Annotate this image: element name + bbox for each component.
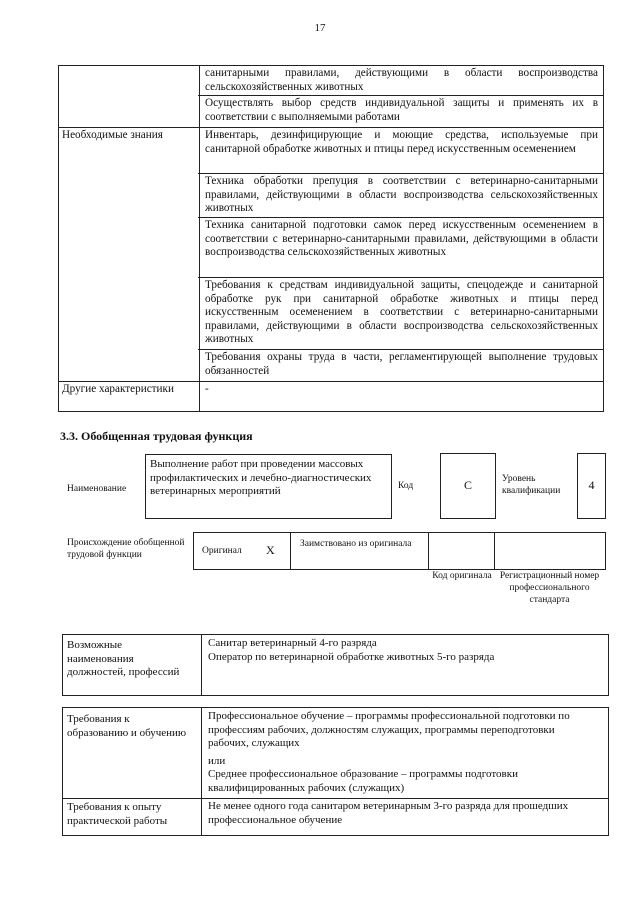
table-row-label: Необходимые знания [62,129,163,141]
row-divider [58,411,604,412]
row-divider [63,798,608,799]
knowledge-table [58,65,604,411]
code-label: Код [398,481,414,491]
requirements-table [62,707,609,836]
origin-divider [494,533,495,569]
table-cell-text: санитарными правилами, действующими в области воспроизводства сельскохозяйственных животных [205,67,598,93]
row-divider [198,217,604,218]
code-box [440,453,496,519]
positions-label: Возможные наименования должностей, профессий [67,639,180,678]
positions-table [62,634,609,696]
table-cell-text: Техника обработки препуция в соответствии с ветеринарно-санитарными правилами, действующими в области воспроизводства сельскохозяйственных животных [205,175,598,215]
origin-divider [428,533,429,569]
table-cell-text: Инвентарь, дезинфицирующие и моющие средства, используемые при санитарной обработке животных и птицы перед искусственным осеменением [205,129,598,155]
original-mark: X [266,543,275,557]
experience-label: Требования к опыту практической работы [67,801,168,827]
position-item: Санитар ветеринарный 4-го разряда [208,637,377,649]
section-title: 3.3. Обобщенная трудовая функция [60,429,253,443]
education-line: Профессиональное обучение – программы профессиональной подготовки по профессиям рабочих, должностям служащих, программы переподготовки рабочих, служащих [208,710,570,749]
original-label: Оригинал [202,546,242,556]
row-divider [198,173,604,174]
code-original-caption: Код оригинала [432,571,492,581]
origin-box [193,532,606,570]
table-label-column [58,65,200,411]
education-label: Требования к образованию и обучению [67,713,187,739]
position-item: Оператор по ветеринарной обработке животных 5-го разряда [208,651,495,663]
level-box [577,453,606,519]
page-number: 17 [314,22,326,34]
table-cell-text: - [205,383,209,395]
row-divider [58,65,604,66]
column-divider [201,635,202,695]
function-name-box [145,454,392,519]
table-cell-text: Требования охраны труда в части, регламентирующей выполнение трудовых обязанностей [205,351,598,377]
education-line: или [208,755,226,767]
education-line: Среднее профессиональное образование – программы подготовки квалифицированных рабочих (служащих) [208,768,518,794]
origin-label: Происхождение обобщенной трудовой функции [67,538,185,560]
row-divider [198,277,604,278]
level-label: Уровень квалификации [502,474,561,496]
row-divider [198,349,604,350]
table-row-label: Другие характеристики [62,383,174,395]
experience-text: Не менее одного года санитаром ветеринарным 3-го разряда для прошедших профессиональное обучение [208,800,569,826]
row-divider [58,381,604,382]
level-value: 4 [588,478,595,492]
code-value: C [463,478,472,492]
borrowed-label: Заимствовано из оригинала [300,539,412,549]
row-divider [58,127,604,128]
table-cell-text: Требования к средствам индивидуальной защиты, спецодежде и санитарной обработке рук при санитарной обработке животных и птицы перед искусственным осеменением в соответствии с ветеринарно-санитарными правилами, действующими в области воспроизводства сельскохозяйственных животных [205,279,598,346]
row-divider [198,95,604,96]
name-label: Наименование [67,484,127,494]
reg-number-caption: Регистрационный номер профессионального стандарта [499,571,600,605]
table-cell-text: Осуществлять выбор средств индивидуальной защиты и применять их в соответствии с выполняемыми работами [205,97,598,123]
origin-divider [290,533,291,569]
function-name-value: Выполнение работ при проведении массовых профилактических и лечебно-диагностических ветеринарных мероприятий [150,458,372,497]
column-divider [201,708,202,835]
table-cell-text: Техника санитарной подготовки самок перед искусственным осеменением в соответствии с ветеринарно-санитарными правилами, действующими в области воспроизводства сельскохозяйственных животных [205,219,598,259]
